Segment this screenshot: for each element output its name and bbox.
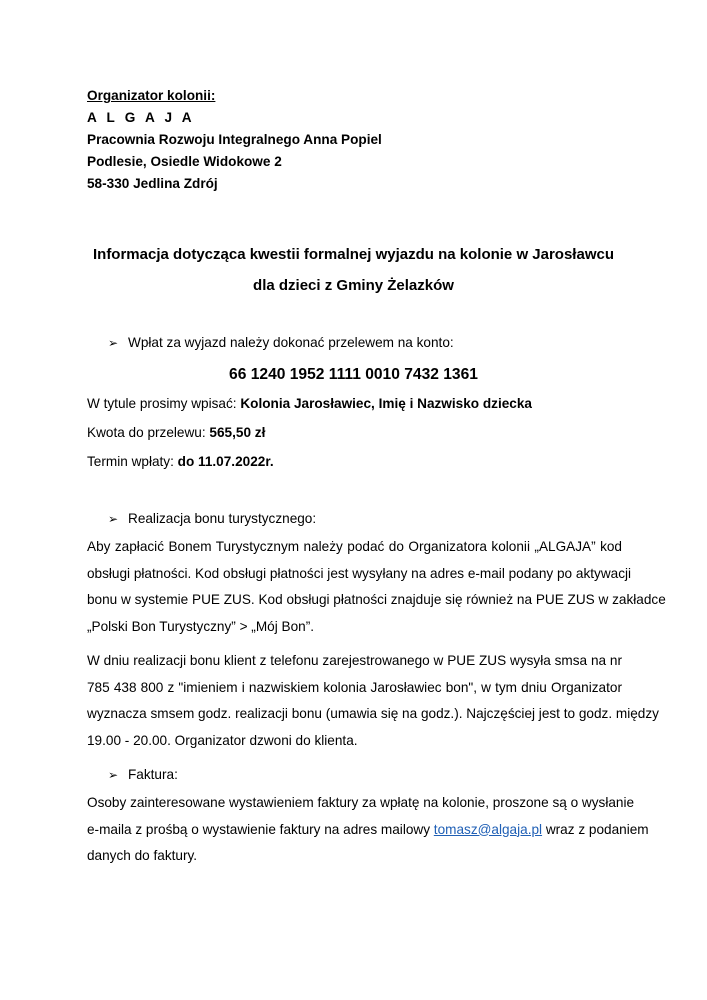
paragraph-line: Aby zapłacić Bonem Turystycznym należy podać do Organizatora kolonii „ALGAJA” kod <box>87 539 622 554</box>
invoice-paragraph <box>87 790 649 870</box>
payment-bullet-text: Wpłat za wyjazd należy dokonać przelewem na konto: <box>128 335 454 350</box>
transfer-title-label: W tytule prosimy wpisać: <box>87 396 241 411</box>
organizer-name: A L G A J A <box>87 110 195 125</box>
payment-deadline-line <box>87 451 274 473</box>
voucher-bullet-item <box>108 508 316 530</box>
transfer-title-value: Kolonia Jarosławiec, Imię i Nazwisko dziecka <box>240 396 532 411</box>
paragraph-line <box>87 817 649 844</box>
invoice-bullet-item <box>108 764 178 786</box>
organizer-block <box>87 85 621 195</box>
voucher-paragraph-2 <box>87 648 659 754</box>
paragraph-line: danych do faktury. <box>87 848 198 863</box>
arrow-bullet-icon: ➢ <box>108 768 119 782</box>
document-title-line1: Informacja dotycząca kwestii formalnej wyjazdu na kolonie w Jarosławcu <box>92 246 614 263</box>
transfer-amount-label: Kwota do przelewu: <box>87 425 210 440</box>
bank-account-number: 66 1240 1952 1111 0010 7432 1361 <box>229 366 478 383</box>
transfer-title-line <box>87 393 532 415</box>
invoice-text-before-email: e-maila z prośbą o wystawienie faktury na adres mailowy <box>87 821 434 837</box>
paragraph-line: Osoby zainteresowane wystawieniem faktury za wpłatę na kolonie, proszone są o wysłanie <box>87 795 635 810</box>
invoice-email-link[interactable]: tomasz@algaja.pl <box>433 821 543 837</box>
organizer-company: Pracownia Rozwoju Integralnego Anna Popiel <box>87 132 382 147</box>
voucher-bullet-text: Realizacja bonu turystycznego: <box>128 511 317 526</box>
invoice-text-after-email: wraz z podaniem <box>542 821 649 837</box>
document-title-line2: dla dzieci z Gminy Żelazków <box>253 277 454 294</box>
paragraph-line: W dniu realizacji bonu klient z telefonu zarejestrowanego w PUE ZUS wysyła smsa na nr <box>87 653 622 668</box>
transfer-amount-line <box>87 422 265 444</box>
arrow-bullet-icon: ➢ <box>108 336 119 350</box>
paragraph-line: bonu w systemie PUE ZUS. Kod obsługi płatności znajduje się również na PUE ZUS w zakładce <box>87 592 666 607</box>
paragraph-line: 785 438 800 z "imieniem i nazwiskiem kolonia Jarosławiec bon", w tym dniu Organizator <box>87 679 622 695</box>
arrow-bullet-icon: ➢ <box>108 512 119 526</box>
paragraph-line: wyznacza smsem godz. realizacji bonu (umawia się na godz.). Najczęściej jest to godz. między <box>87 706 659 721</box>
voucher-paragraph-1 <box>87 534 666 640</box>
transfer-amount-value: 565,50 zł <box>209 425 266 440</box>
payment-bullet-item <box>108 332 454 354</box>
organizer-address-line1: Podlesie, Osiedle Widokowe 2 <box>87 154 282 169</box>
payment-deadline-value: do 11.07.2022r. <box>177 454 274 469</box>
paragraph-line: 19.00 - 20.00. Organizator dzwoni do klienta. <box>87 732 358 748</box>
payment-deadline-label: Termin wpłaty: <box>87 454 178 469</box>
invoice-bullet-text: Faktura: <box>128 767 178 782</box>
paragraph-line: obsługi płatności. Kod obsługi płatności jest wysyłany na adres e-mail podany po aktywacji <box>87 565 632 581</box>
paragraph-line: „Polski Bon Turystyczny” > „Mój Bon”. <box>87 618 315 634</box>
organizer-heading: Organizator kolonii: <box>87 88 216 103</box>
organizer-address-line2: 58-330 Jedlina Zdrój <box>87 176 218 191</box>
